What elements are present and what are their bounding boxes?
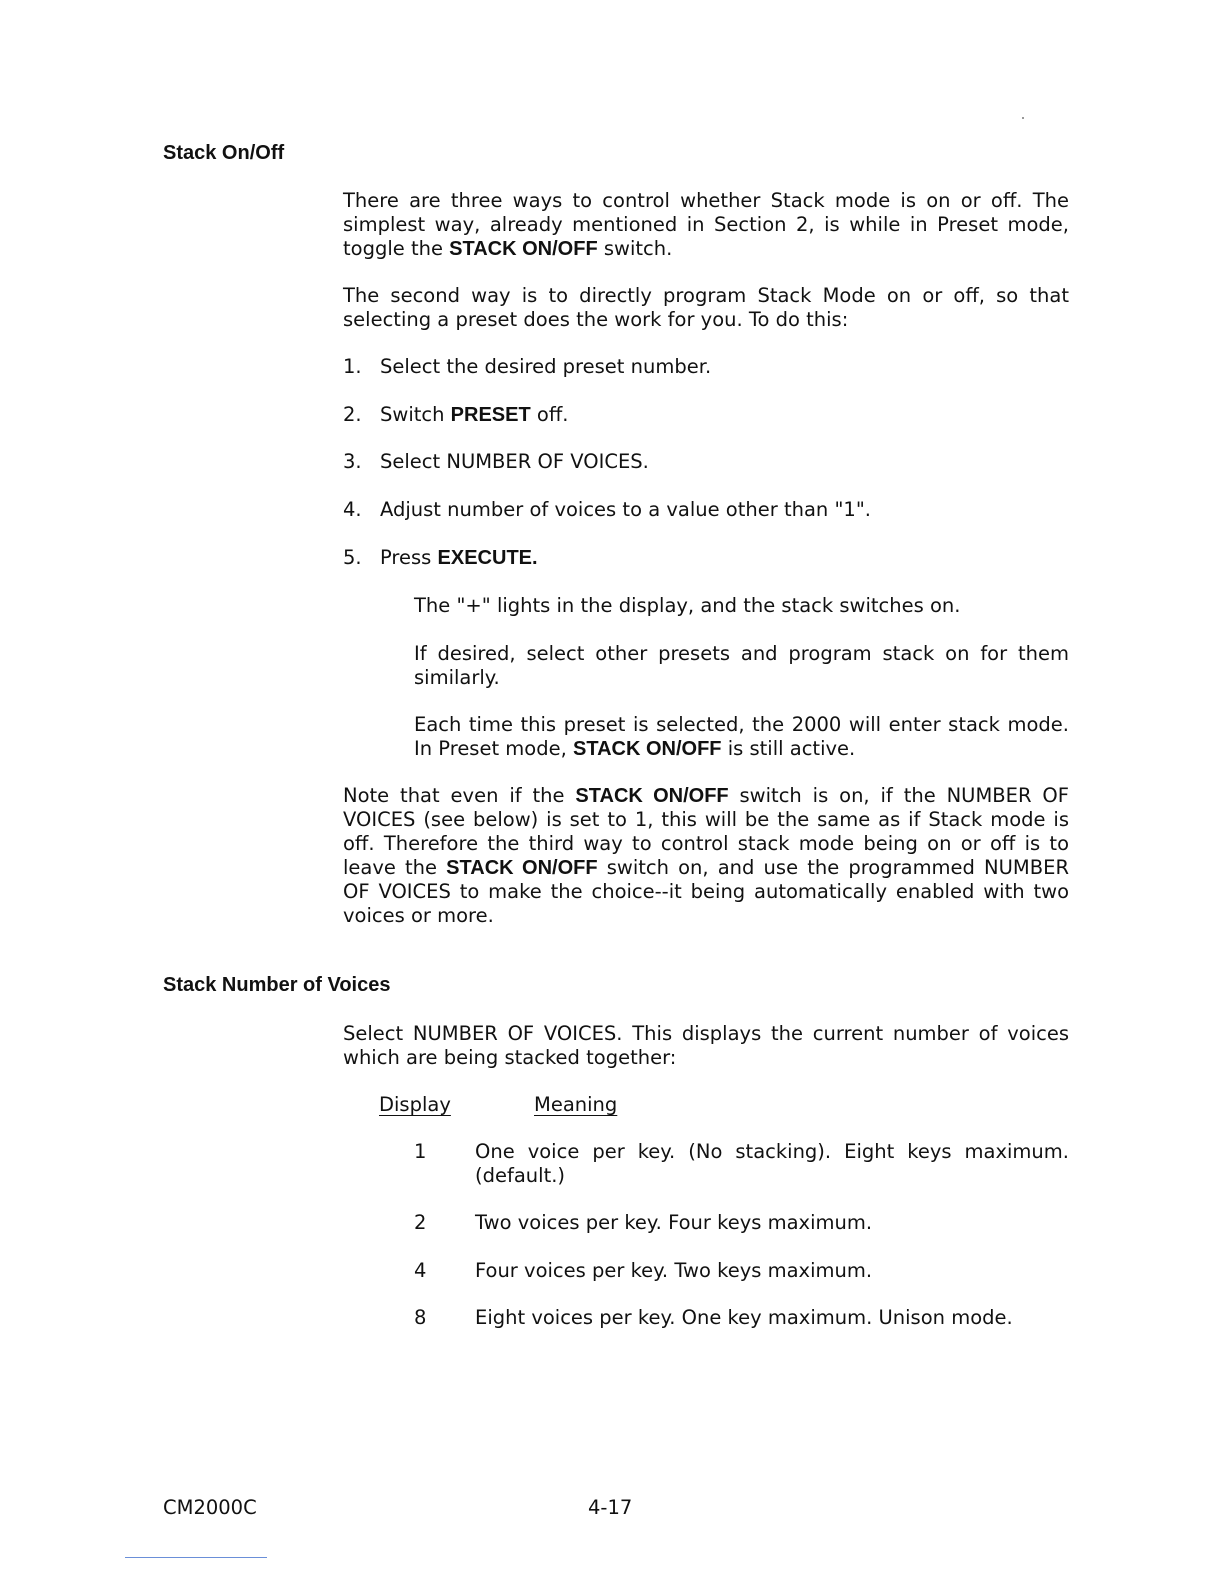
table-row-display: 8 xyxy=(414,1306,427,1329)
table-row-display: 1 xyxy=(414,1140,427,1163)
paragraph-select-number-of-voices: Select NUMBER OF VOICES. This displays the current number of voices which are being stacked together: xyxy=(343,1022,1069,1069)
step-2: 2. Switch PRESET off. xyxy=(343,403,569,426)
table-row-meaning: One voice per key. (No stacking). Eight keys maximum. (default.) xyxy=(475,1140,1069,1187)
step-3: 3. Select NUMBER OF VOICES. xyxy=(343,450,649,473)
paragraph-note: Note that even if the STACK ON/OFF switch is on, if the NUMBER OF VOICES (see below) is set to 1, this will be the same as if Stack mode is off. Therefore the third way to control stack mode being on or off is to leave the STACK ON/OFF switch on, and use the programmed NUMBER OF VOICES to make the choice--it being automatically enabled with two voices or more. xyxy=(343,784,1069,927)
footer-doc-id: CM2000C xyxy=(163,1496,257,1519)
step-4: 4. Adjust number of voices to a value other than "1". xyxy=(343,498,872,521)
table-header-meaning: Meaning xyxy=(534,1093,618,1116)
table-row-meaning: Four voices per key. Two keys maximum. xyxy=(475,1259,873,1282)
table-row-meaning: Eight voices per key. One key maximum. Unison mode. xyxy=(475,1306,1013,1329)
table-row-meaning: Two voices per key. Four keys maximum. xyxy=(475,1211,873,1234)
paragraph-each-time: Each time this preset is selected, the 2000 will enter stack mode. In Preset mode, STACK ON/OFF is still active. xyxy=(414,713,1069,760)
table-row-display: 2 xyxy=(414,1211,427,1234)
footer-page-number: 4-17 xyxy=(588,1496,633,1519)
paragraph-three-ways: There are three ways to control whether Stack mode is on or off. The simplest way, already mentioned in Section 2, is while in Preset mode, toggle the STACK ON/OFF switch. xyxy=(343,189,1069,260)
section-heading-stack-number-of-voices: Stack Number of Voices xyxy=(163,974,391,996)
step-1: 1. Select the desired preset number. xyxy=(343,355,712,378)
table-row-display: 4 xyxy=(414,1259,427,1282)
table-header-display: Display xyxy=(379,1093,451,1116)
footer-rule xyxy=(125,1557,267,1558)
scan-speck xyxy=(1022,117,1024,119)
paragraph-if-desired: If desired, select other presets and program stack on for them similarly. xyxy=(414,642,1069,689)
paragraph-plus-lights: The "+" lights in the display, and the stack switches on. xyxy=(414,594,961,617)
paragraph-second-way: The second way is to directly program Stack Mode on or off, so that selecting a preset does the work for you. To do this: xyxy=(343,284,1069,331)
step-5: 5. Press EXECUTE. xyxy=(343,546,538,569)
section-heading-stack-on-off: Stack On/Off xyxy=(163,142,285,164)
